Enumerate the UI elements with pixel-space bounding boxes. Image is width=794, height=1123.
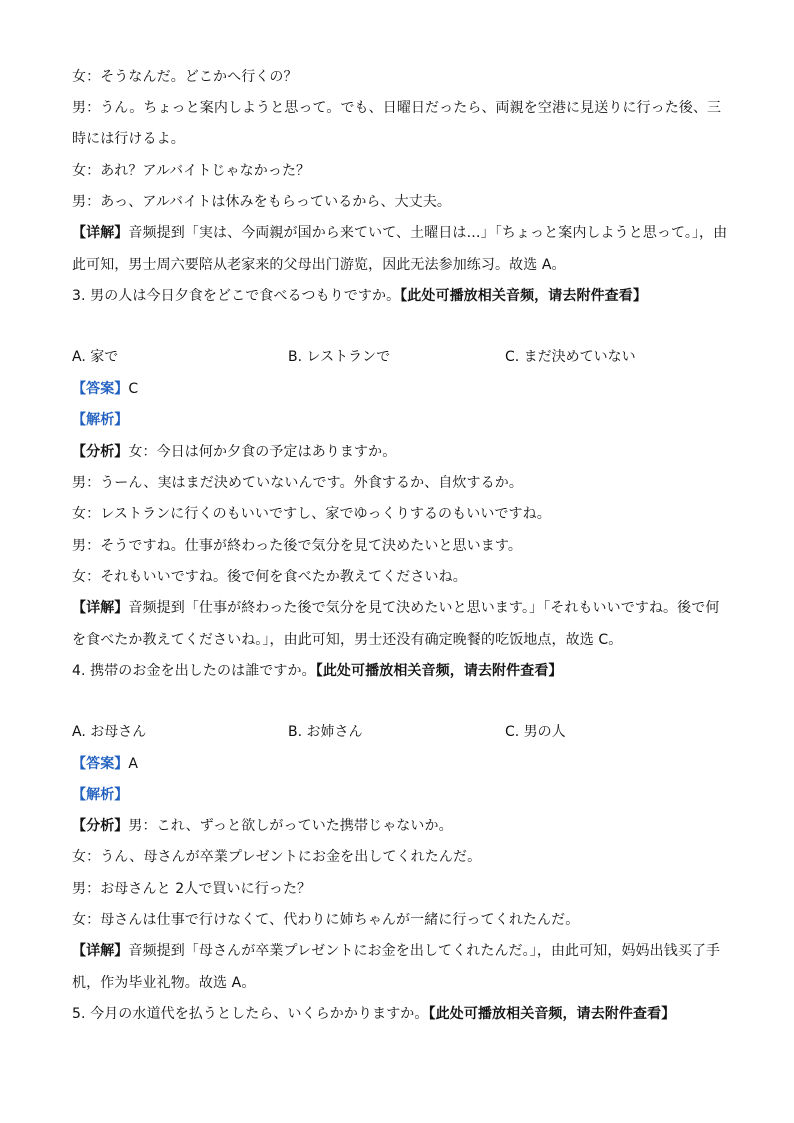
dialogue-text: 男：これ、ずっと欲しがっていた携帯じゃないか。 [128,818,453,834]
dialogue-line: 男：そうですね。仕事が終わった後で気分を見て決めたいと思います。 [72,538,522,554]
analysis-heading [72,411,728,429]
question-3 [72,287,728,305]
option-a: A. お母さん [72,724,147,740]
answer-value: A [128,756,139,772]
question-text: 4. 携帯のお金を出したのは誰ですか。 [72,663,316,679]
analysis-tag: 【解析】 [72,412,129,428]
option-b: B. レストランで [288,349,391,365]
dialogue-line: 女：レストランに行くのもいいですし、家でゆっくりするのもいいですね。 [72,506,551,522]
detail-text-cont: 机，作为毕业礼物。故选 A。 [72,975,256,991]
question-4 [72,662,728,680]
question-5 [72,1005,728,1023]
option-a: A. 家で [72,349,119,365]
detail-text: 音频提到「仕事が終わった後で気分を見て決めたいと思います。」「それもいいですね。後で何 [128,600,720,616]
fenxi-tag: 【分析】 [72,444,129,460]
detail-text: 音频提到「母さんが卒業プレゼントにお金を出してくれたんだ。」，由此可知，妈妈出钱买了手 [128,943,721,959]
dialogue-text: 女：今日は何か夕食の予定はありますか。 [128,444,397,460]
answer-tag: 【答案】 [72,381,129,397]
dialogue-line: 男：うーん、実はまだ決めていないんです。外食するか、自炊するか。 [72,475,523,491]
dialogue-line: 男：うん。ちょっと案内しようと思って。でも、日曜日だったら、両親を空港に見送りに行った後、三 [72,100,722,116]
answer-line [72,380,728,398]
answer-tag: 【答案】 [72,756,129,772]
dialogue-line: 男：あっ、アルバイトは休みをもらっているから、大丈夫。 [72,194,452,210]
dialogue-line: 女：あれ？アルバイトじゃなかった？ [72,163,311,179]
question-text: 3. 男の人は今日夕食をどこで食べるつもりですか。 [72,288,401,304]
fenxi-tag: 【分析】 [72,818,129,834]
answer-line [72,755,728,773]
audio-note: 【此处可播放相关音频，请去附件查看】 [428,1006,676,1022]
dialogue-line: 男：お母さんと 2人で買いに行った？ [72,881,312,897]
detail-tag: 【详解】 [72,225,129,241]
dialogue-line: 時には行けるよ。 [72,131,185,147]
answer-value: C [128,381,139,397]
analysis-heading [72,786,728,804]
dialogue-line: 女：それもいいですね。後で何を食べたか教えてくださいね。 [72,569,467,585]
question-text: 5. 今月の水道代を払うとしたら、いくらかかりますか。 [72,1006,429,1022]
analysis-line [72,443,728,461]
option-c: C. 男の人 [505,724,566,740]
audio-note: 【此处可播放相关音频，请去附件查看】 [400,288,647,304]
analysis-tag: 【解析】 [72,787,129,803]
detail-paragraph [72,599,728,617]
dialogue-line: 女：そうなんだ。どこかへ行くの？ [72,69,298,85]
detail-paragraph [72,224,728,242]
detail-text-cont: を食べたか教えてくださいね。」，由此可知，男士还没有确定晚餐的吃饭地点，故选 C。 [72,632,623,648]
detail-text: 音频提到「実は、今両親が国から来ていて、土曜日は…」「ちょっと案内しようと思って。」，由 [128,225,728,241]
audio-note: 【此处可播放相关音频，请去附件查看】 [315,663,563,679]
option-b: B. お姉さん [288,724,363,740]
detail-tag: 【详解】 [72,600,129,616]
detail-tag: 【详解】 [72,943,129,959]
dialogue-line: 女：うん、母さんが卒業プレゼントにお金を出してくれたんだ。 [72,849,482,865]
dialogue-line: 女：母さんは仕事で行けなくて、代わりに姉ちゃんが一緒に行ってくれたんだ。 [72,912,580,928]
analysis-line [72,817,728,835]
detail-text-cont: 此可知，男士周六要陪从老家来的父母出门游览，因此无法参加练习。故选 A。 [72,257,566,273]
option-c: C. まだ決めていない [505,349,636,365]
detail-paragraph [72,942,728,960]
